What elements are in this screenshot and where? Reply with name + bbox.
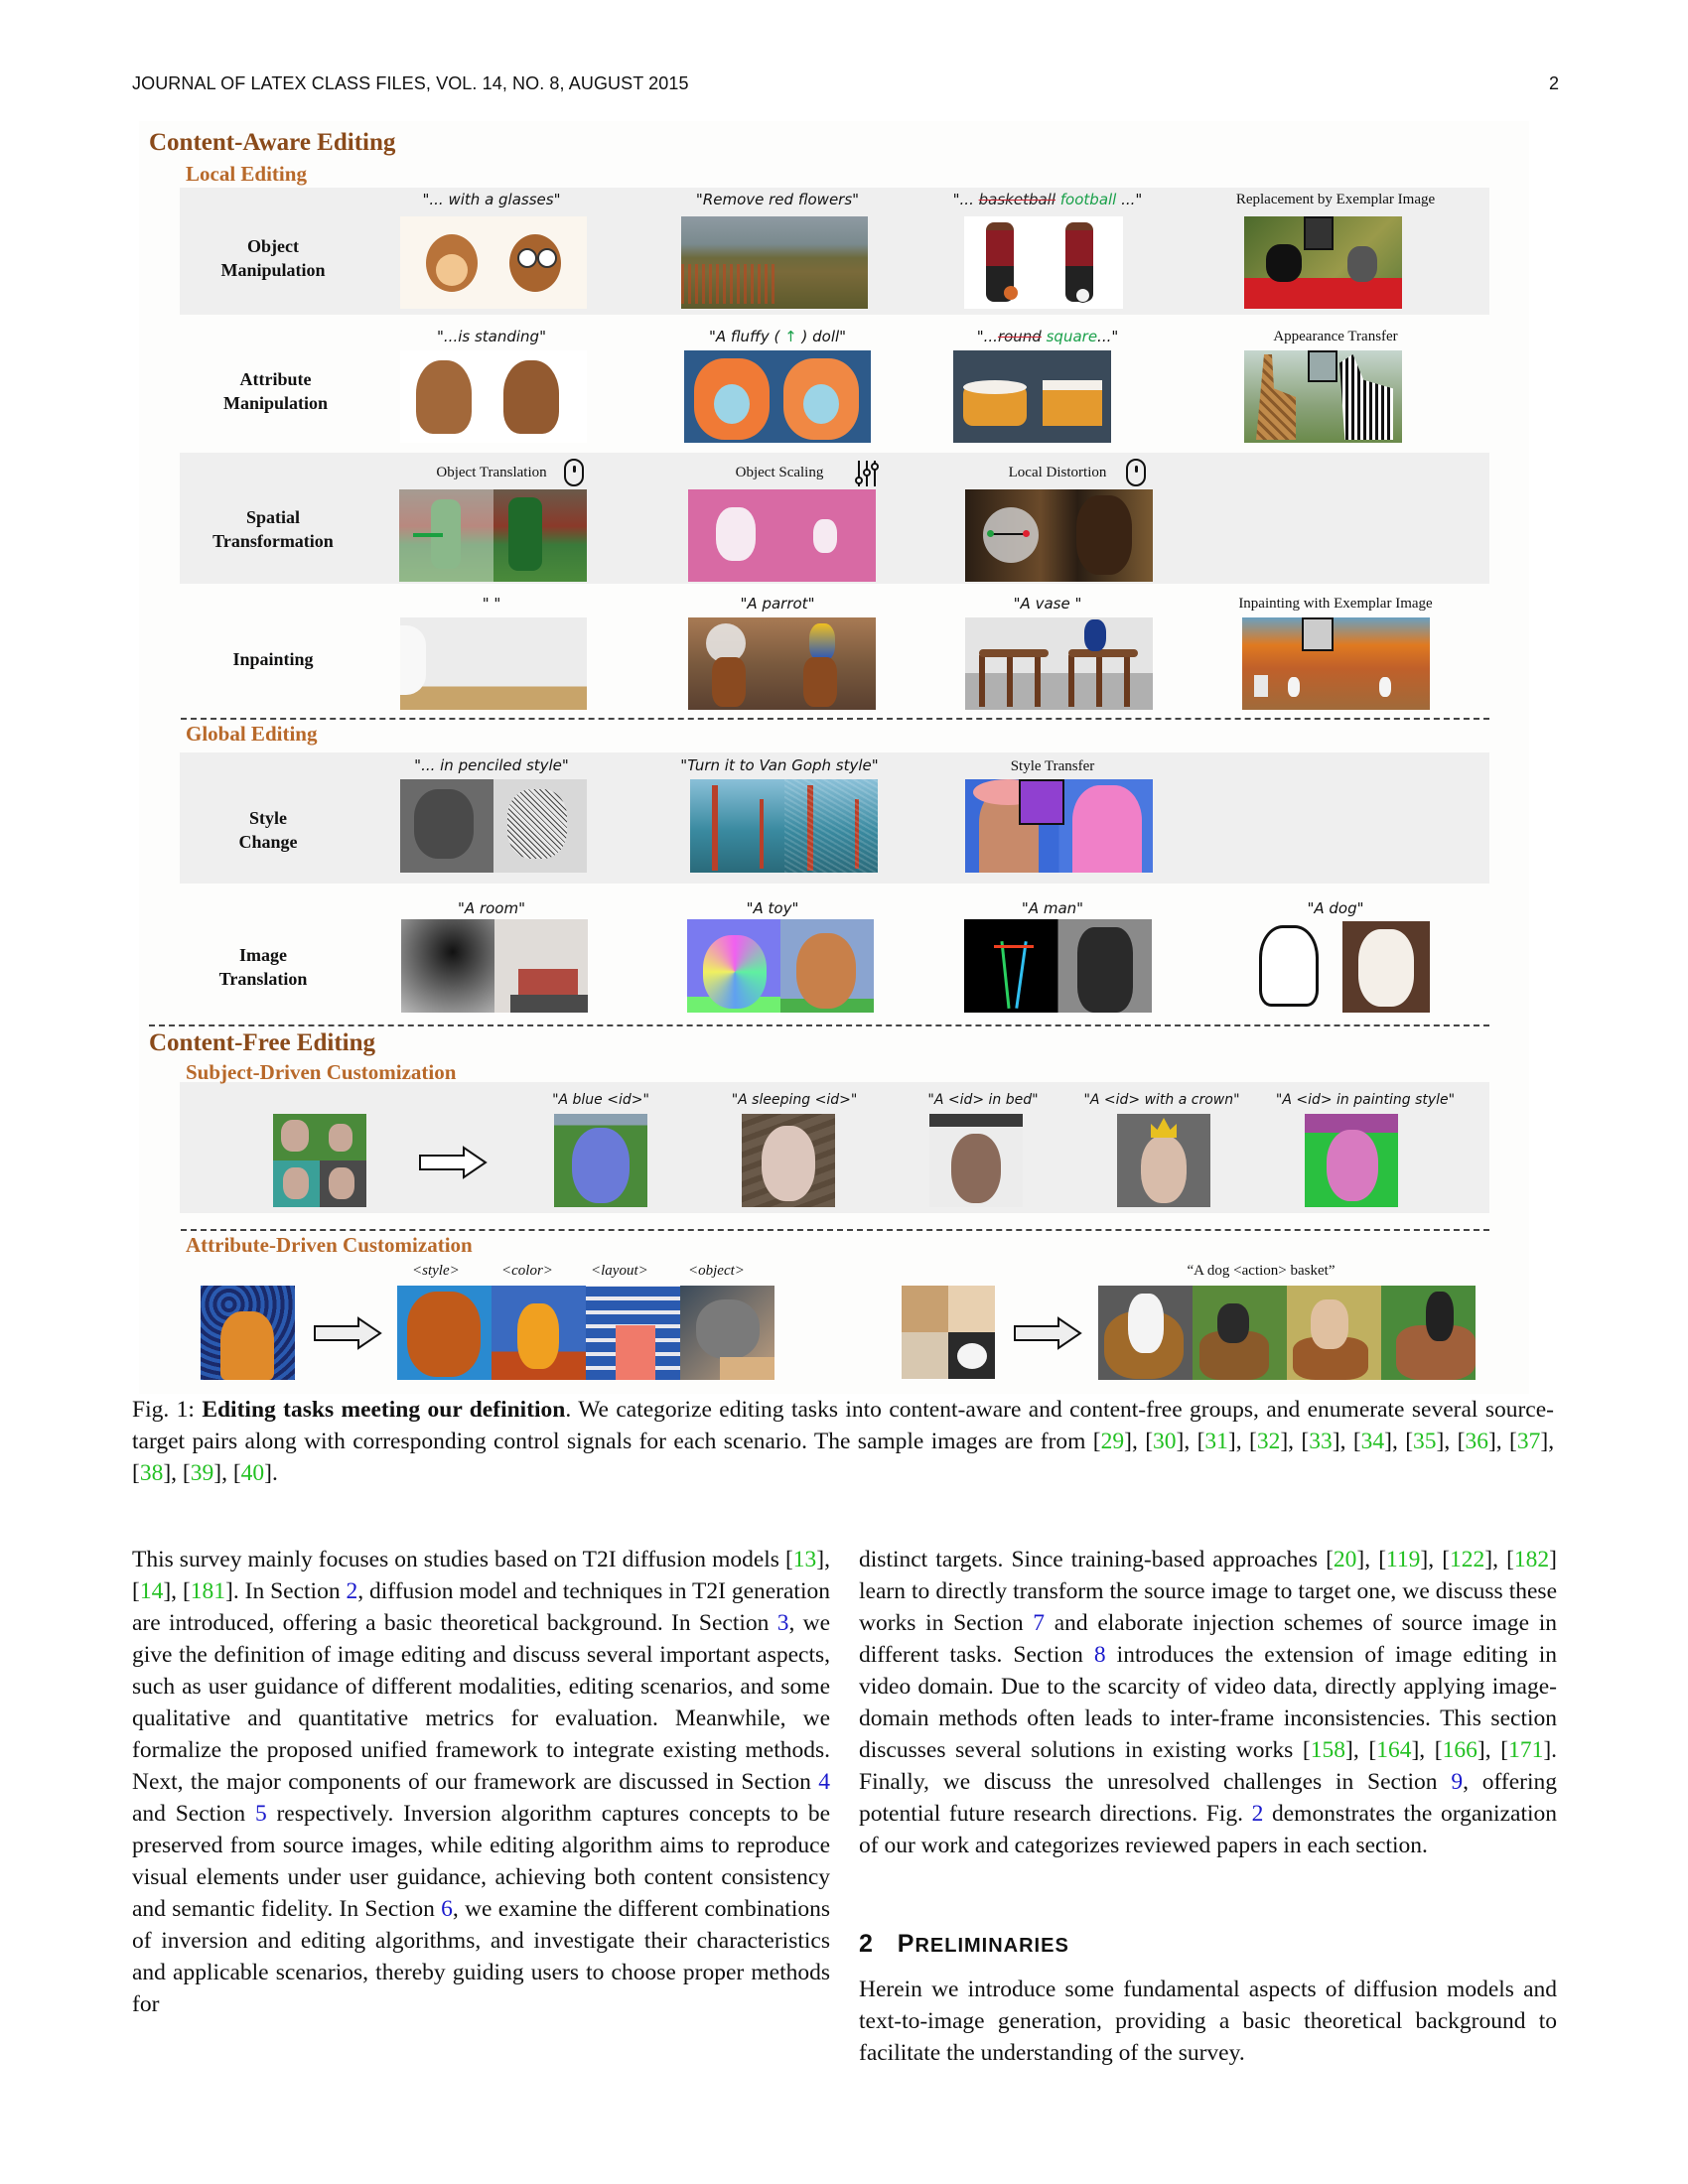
section-link[interactable]: 6 — [441, 1896, 453, 1922]
citation-link[interactable]: 122 — [1450, 1547, 1485, 1572]
image-autumn-dogs — [1242, 617, 1430, 710]
citation-link[interactable]: 13 — [792, 1547, 817, 1572]
tag-object: <object> — [688, 1263, 745, 1279]
prompt-sleeping-id: "A sleeping <id>" — [731, 1092, 858, 1108]
image-cat-pencil — [400, 779, 587, 873]
citation-link[interactable]: 171 — [1508, 1737, 1544, 1763]
prompt-id-in-bed: "A <id> in bed" — [927, 1092, 1039, 1108]
section-number: 2 — [859, 1930, 874, 1958]
image-portrait-distortion — [965, 489, 1153, 582]
tag-style: <style> — [412, 1263, 460, 1279]
divider-dashed — [181, 718, 1489, 720]
image-sloth-bed — [929, 1114, 1023, 1207]
prompt-remove-red-flowers: "Remove red flowers" — [695, 191, 860, 208]
image-style-dog — [397, 1286, 492, 1380]
citation-link[interactable]: 35 — [1413, 1429, 1437, 1454]
section-link[interactable]: 8 — [1093, 1642, 1106, 1668]
body-right-column: distinct targets. Since training-based approaches [20], [119], [122], [182] learn to directly transform the source image to target one, we discuss these works in Section 7 and elaborate injection schemes of source image in different tasks. Section 8 introduces the extension of image editing in video domain. Due to the scarcity of video data, directly applying image-domain methods often leads to inter-frame inconsistencies. This section discusses several solutions in existing works [158], [164], [166], [171]. Finally, we discuss the unresolved challenges in Section 9, offering potential future research directions. Fig. 2 demonstrates the organization of our work and categorizes reviewed papers in each section. — [859, 1547, 1558, 1858]
prompt-empty: " " — [482, 595, 501, 613]
arrow-right-icon — [1013, 1316, 1082, 1350]
section-link[interactable]: 7 — [1033, 1610, 1046, 1636]
prompt-penciled-style: "... in penciled style" — [414, 756, 569, 774]
arrow-right-icon — [313, 1316, 382, 1350]
citation-link[interactable]: 32 — [1256, 1429, 1281, 1454]
image-object-cat — [680, 1286, 774, 1380]
image-dog-cat-bucket — [1244, 216, 1402, 309]
prompt-van-gogh-style: "Turn it to Van Goph style" — [680, 756, 879, 774]
prompt-parrot: "A parrot" — [740, 595, 815, 613]
image-beaver-glasses — [400, 216, 587, 309]
caption-replacement-exemplar: Replacement by Exemplar Image — [1235, 192, 1436, 207]
section-heading: 2 PRELIMINARIES — [859, 1930, 1069, 1958]
citation-link[interactable]: 36 — [1465, 1429, 1488, 1454]
row-label-object-manipulation: Object Manipulation — [220, 236, 326, 280]
image-toy-normal-map — [687, 919, 874, 1013]
citation-link[interactable]: 20 — [1333, 1547, 1357, 1572]
slider-icon — [854, 459, 880, 488]
caption-style-transfer: Style Transfer — [1010, 758, 1095, 774]
section-link[interactable]: 5 — [254, 1801, 267, 1827]
prompt-vase: "A vase " — [1013, 595, 1082, 613]
caption-local-distortion: Local Distortion — [1008, 465, 1107, 480]
image-dogs-baskets — [1098, 1286, 1476, 1380]
citation-link[interactable]: 39 — [190, 1460, 214, 1486]
subject-driven-title: Subject-Driven Customization — [186, 1060, 457, 1084]
citation-link[interactable]: 40 — [240, 1460, 265, 1486]
image-sloth-crown — [1117, 1114, 1210, 1207]
section-link[interactable]: 2 — [1251, 1801, 1264, 1827]
citation-link[interactable]: 33 — [1309, 1429, 1333, 1454]
image-room-depth — [401, 919, 588, 1013]
tag-color: <color> — [501, 1263, 553, 1279]
citation-link[interactable]: 119 — [1386, 1547, 1421, 1572]
image-soccer-player — [399, 489, 587, 582]
image-giraffe-zebra — [1244, 350, 1402, 443]
image-starry-cat — [201, 1286, 295, 1380]
section-link[interactable]: 3 — [776, 1610, 789, 1636]
caption-object-scaling: Object Scaling — [735, 465, 824, 480]
citation-link[interactable]: 30 — [1153, 1429, 1177, 1454]
divider-dashed — [149, 1024, 1489, 1026]
image-color-teapot — [492, 1286, 586, 1380]
caption-citations[interactable]: [29], [30], [31], [32], [33], [34], [35], [36], [37], [38], [39], [40] — [132, 1429, 1555, 1486]
image-unicorn — [688, 489, 876, 582]
image-stools-vase — [965, 617, 1153, 710]
row-label-spatial-transformation: Spatial Transformation — [212, 507, 334, 551]
image-sloth-sleeping — [742, 1114, 835, 1207]
row-label-inpainting: Inpainting — [232, 649, 314, 669]
divider-dashed — [181, 1229, 1489, 1231]
citation-link[interactable]: 182 — [1513, 1547, 1550, 1572]
arrow-right-icon — [418, 1146, 488, 1179]
citation-link[interactable]: 166 — [1442, 1737, 1477, 1763]
citation-link[interactable]: 181 — [190, 1578, 226, 1604]
section-link[interactable]: 2 — [346, 1578, 358, 1604]
prompt-a-room: "A room" — [458, 899, 525, 917]
citation-link[interactable]: 37 — [1516, 1429, 1541, 1454]
prompt-fluffy-doll: "A fluffy ( ↑ ) doll" — [708, 328, 847, 345]
tag-layout: <layout> — [591, 1263, 648, 1279]
image-sloth-blue — [554, 1114, 647, 1207]
row-label-image-translation: Image Translation — [218, 945, 308, 989]
caption-appearance-transfer: Appearance Transfer — [1273, 329, 1398, 344]
figure-caption: Fig. 1: Editing tasks meeting our definition. We categorize editing tasks into content-aware and content-free groups, and enumerate several source-target pairs along with corresponding control signals for each scenario. The sample images are from [29], [30], [31], [32], [33], [34], [35], [36], [37], [38], [39], [40]. — [132, 1397, 1555, 1486]
prompt-id-painting-style: "A <id> in painting style" — [1275, 1092, 1456, 1108]
attribute-driven-title: Attribute-Driven Customization — [186, 1233, 473, 1257]
citation-link[interactable]: 31 — [1204, 1429, 1228, 1454]
citation-link[interactable]: 164 — [1376, 1737, 1412, 1763]
prompt-basketball-football: "... basketball football ..." — [952, 191, 1143, 208]
image-bear — [400, 350, 587, 443]
local-editing-title: Local Editing — [186, 162, 307, 186]
image-parrot-dog — [688, 617, 876, 710]
image-pose-man — [964, 919, 1152, 1013]
prompt-a-dog: "A dog" — [1307, 899, 1364, 917]
citation-link[interactable]: 29 — [1100, 1429, 1125, 1454]
image-golden-gate — [690, 779, 878, 873]
prompt-a-man: "A man" — [1021, 899, 1084, 917]
image-portrait-style — [965, 779, 1153, 873]
row-label-attribute-manipulation: Attribute Manipulation — [222, 369, 329, 413]
image-room-corner — [400, 617, 587, 710]
prompt-dog-action-basket: “A dog <action> basket” — [1187, 1263, 1336, 1279]
content-free-title: Content-Free Editing — [149, 1029, 375, 1056]
section-link[interactable]: 9 — [1451, 1769, 1464, 1795]
image-flower-field — [681, 216, 868, 309]
caption-inpainting-exemplar: Inpainting with Exemplar Image — [1238, 596, 1433, 612]
image-cake — [953, 350, 1111, 443]
image-sloth-references — [273, 1114, 366, 1207]
prompt-id-with-crown: "A <id> with a crown" — [1083, 1092, 1240, 1108]
citation-link[interactable]: 14 — [139, 1578, 164, 1604]
caption-title: Editing tasks meeting our definition — [202, 1397, 566, 1423]
image-dog-sketch — [1251, 919, 1430, 1013]
content-aware-title: Content-Aware Editing — [149, 129, 396, 156]
image-action-references — [902, 1286, 995, 1379]
section-link[interactable]: 4 — [818, 1769, 830, 1795]
section-paragraph: Herein we introduce some fundamental aspects of diffusion models and text-to-image generation, providing a basic theoretical background to facilitate the understanding of the survey. — [859, 1977, 1557, 2066]
image-basketball-player — [964, 216, 1123, 309]
citation-link[interactable]: 38 — [139, 1460, 164, 1486]
image-sloth-painting — [1305, 1114, 1398, 1207]
page-number: 2 — [1549, 73, 1560, 93]
caption-object-translation: Object Translation — [436, 465, 547, 480]
prompt-with-glasses: "... with a glasses" — [422, 191, 561, 208]
prompt-is-standing: "...is standing" — [437, 328, 546, 345]
citation-link[interactable]: 158 — [1310, 1737, 1345, 1763]
prompt-a-toy: "A toy" — [746, 899, 799, 917]
attribute-tags — [412, 1263, 809, 1283]
mouse-icon — [1126, 459, 1146, 486]
body-left-column: This survey mainly focuses on studies based on T2I diffusion models [13], [14], [181]. In Section 2, diffusion model and techniques in T2I generation are introduced, offering a basic theoretical background. In Section 3, we give the definition of image editing and discuss several important aspects, such as user guidance of different modalities, editing scenarios, and some qualitative and quantitative metrics for evaluation. Meanwhile, we formalize the proposed unified framework to integrate existing methods. Next, the major components of our framework are discussed in Section 4 and Section 5 respectively. Inversion algorithm captures concepts to be preserved from source images, while editing algorithm aims to reproduce visual elements under user guidance, achieving both content consistency and semantic fidelity. In Section 6, we examine the different combinations of inversion and editing algorithms, and investigate their characteristics and applicable scenarios, thereby guiding users to choose proper methods for — [132, 1547, 831, 2017]
global-editing-title: Global Editing — [186, 722, 318, 746]
prompt-round-square: "...round square..." — [976, 328, 1119, 345]
prompt-blue-id: "A blue <id>" — [552, 1092, 649, 1108]
row-label-style-change: Style Change — [238, 808, 298, 852]
image-layout-cat — [586, 1286, 680, 1380]
image-bunny-doll — [684, 350, 871, 443]
up-arrow-icon: ↑ — [784, 328, 797, 345]
mouse-icon — [564, 459, 584, 486]
running-head: JOURNAL OF LATEX CLASS FILES, VOL. 14, NO. 8, AUGUST 2015 — [132, 73, 689, 93]
citation-link[interactable]: 34 — [1360, 1429, 1385, 1454]
